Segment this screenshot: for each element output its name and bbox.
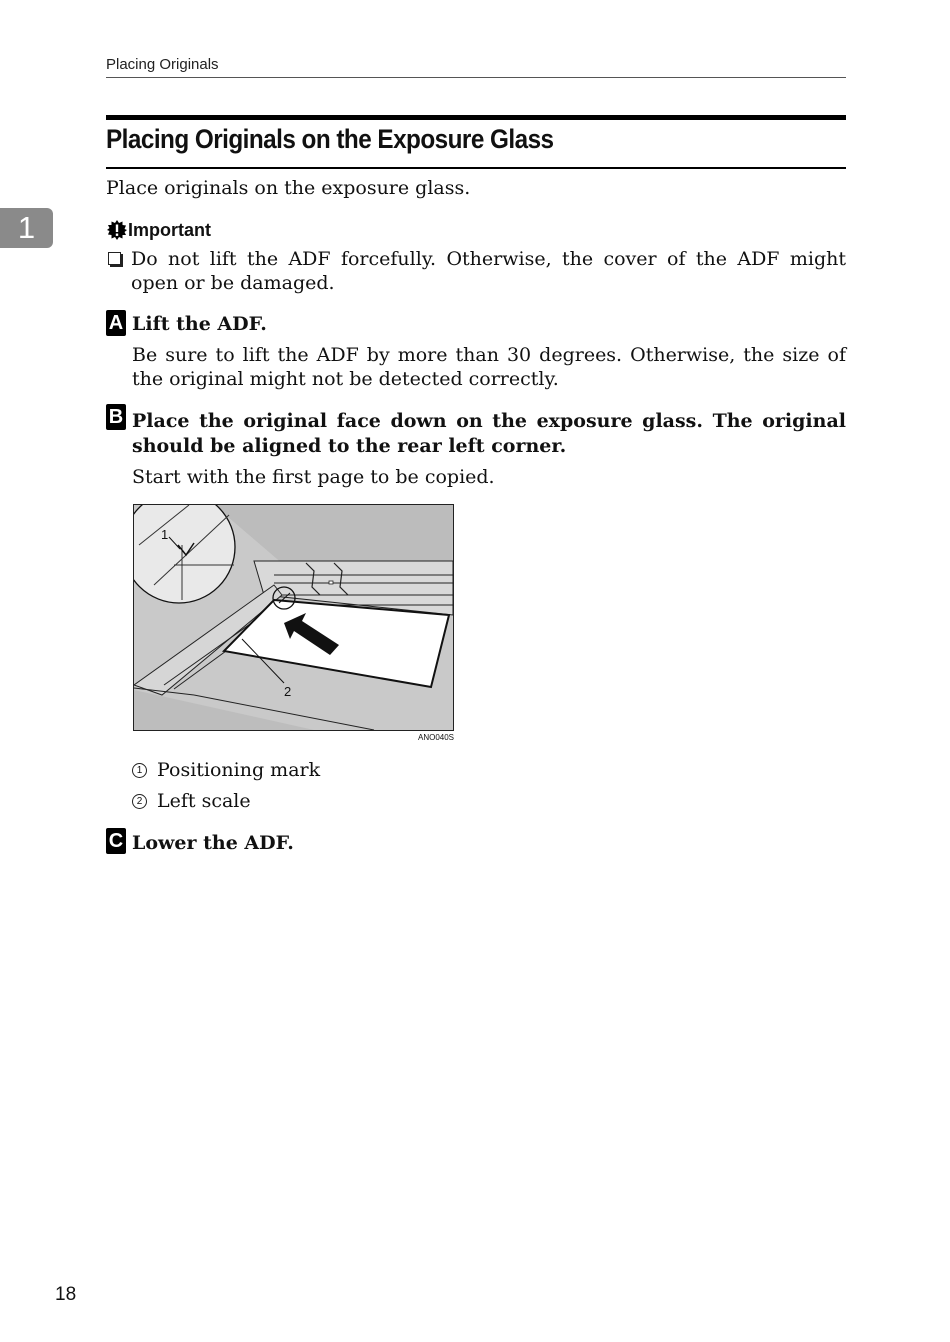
legend-label-1: Positioning mark bbox=[157, 759, 321, 781]
figure-code: ANO040S bbox=[418, 733, 455, 742]
page-title: Placing Originals on the Exposure Glass bbox=[106, 124, 554, 154]
intro-text: Place originals on the exposure glass. bbox=[106, 177, 471, 199]
step-2-body: Start with the first page to be copied. bbox=[132, 466, 495, 488]
step-2-marker-icon: B bbox=[106, 404, 126, 430]
chapter-tab: 1 bbox=[0, 208, 53, 248]
step-2-title: Place the original face down on the exposure glass. The original should be aligned to the rear left corner. bbox=[132, 410, 846, 457]
legend-number-1: 1 bbox=[132, 763, 147, 778]
important-item-text: Do not lift the ADF forcefully. Otherwise, the cover of the ADF might open or be damaged. bbox=[131, 248, 846, 294]
legend-item-left-scale bbox=[132, 790, 251, 812]
checkbox-bullet-icon bbox=[108, 252, 121, 265]
figure-illustration bbox=[134, 505, 453, 730]
figure-placing-original bbox=[133, 504, 454, 731]
important-heading bbox=[106, 219, 211, 241]
step-3-marker-icon: C bbox=[106, 828, 126, 854]
legend-label-2: Left scale bbox=[157, 790, 251, 812]
callout-1-label: 1 bbox=[161, 527, 169, 542]
step-1-body: Be sure to lift the ADF by more than 30 degrees. Otherwise, the size of the original might not be detected correctly. bbox=[132, 344, 846, 390]
title-rule-top bbox=[106, 115, 846, 120]
important-item bbox=[106, 247, 846, 295]
step-1-title: Lift the ADF. bbox=[132, 313, 267, 335]
important-icon bbox=[106, 219, 128, 241]
step-1-marker-icon: A bbox=[106, 310, 126, 336]
legend-number-2: 2 bbox=[132, 794, 147, 809]
page-number: 18 bbox=[55, 1284, 77, 1305]
important-label: Important bbox=[128, 219, 211, 240]
legend-item-positioning-mark bbox=[132, 759, 320, 781]
header-rule bbox=[106, 77, 846, 78]
step-3-title: Lower the ADF. bbox=[132, 832, 294, 854]
title-rule-bottom bbox=[106, 167, 846, 169]
callout-2-label: 2 bbox=[284, 684, 292, 699]
running-header: Placing Originals bbox=[106, 56, 219, 73]
